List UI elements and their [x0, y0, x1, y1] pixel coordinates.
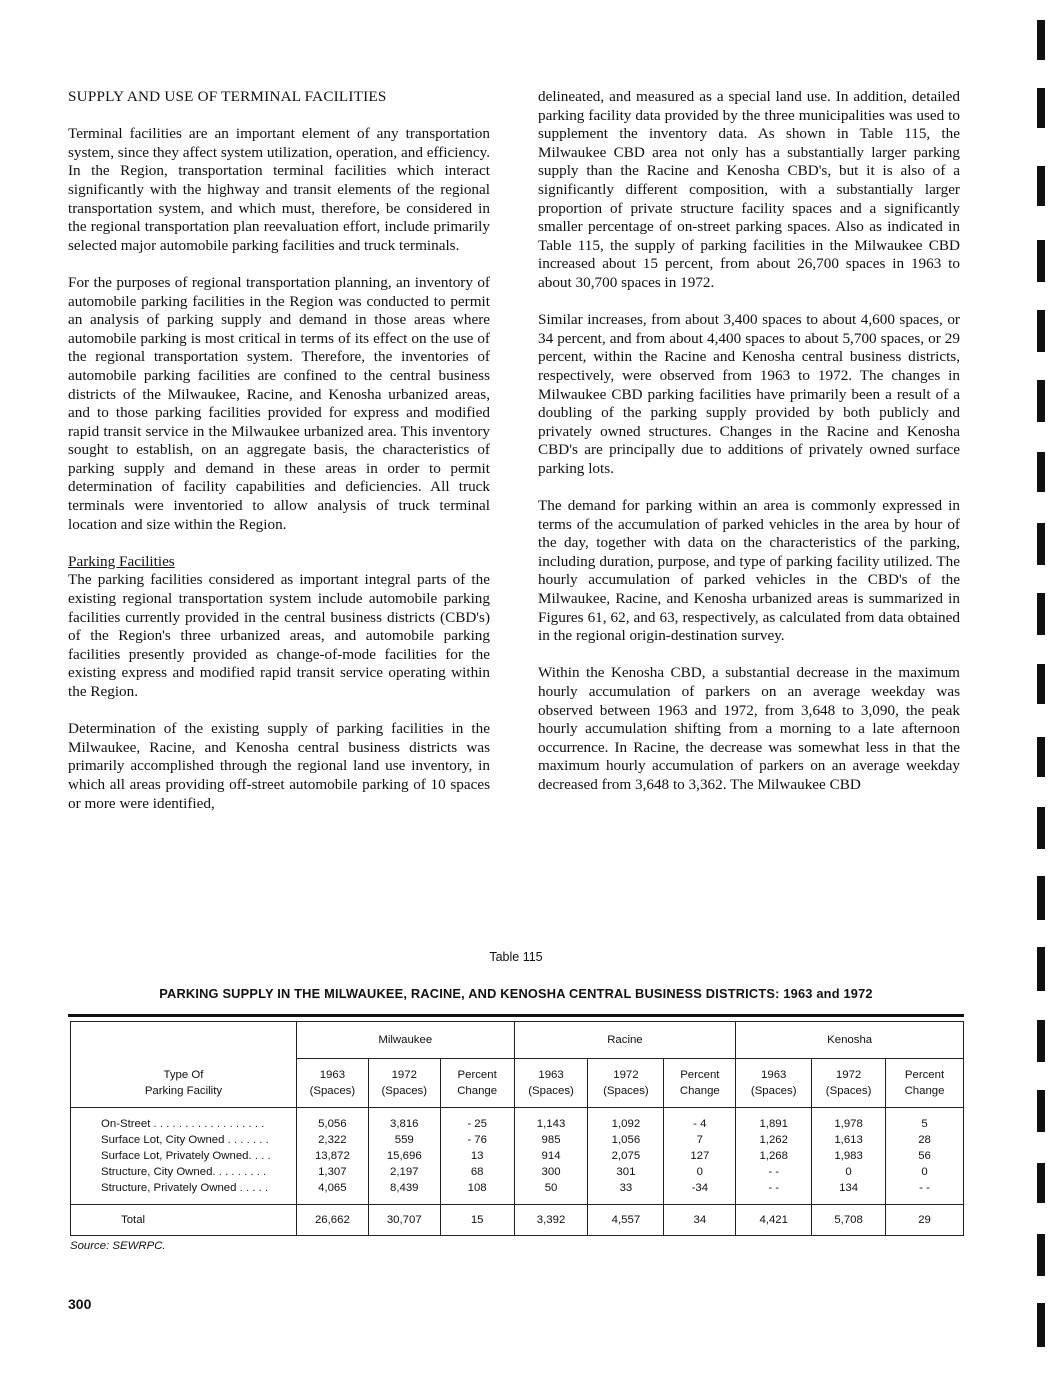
- table-cell: 559: [394, 1134, 414, 1146]
- col-header-pct: Percent: [904, 1069, 945, 1081]
- type-header: [71, 1022, 297, 1108]
- row-label: Structure, Privately Owned . . . . .: [101, 1182, 269, 1194]
- col-header-unit: (Spaces): [381, 1085, 428, 1097]
- subsection-heading: Parking Facilities: [68, 552, 175, 570]
- scan-edge-bar: [1037, 240, 1045, 282]
- table-cell: 1,262: [759, 1134, 788, 1146]
- table-cell: 985: [541, 1134, 561, 1146]
- table-cell: 5,056: [318, 1118, 347, 1130]
- col-header-year: 1972: [613, 1069, 639, 1081]
- table-body-row: [71, 1108, 964, 1205]
- table-cell: 4,065: [318, 1182, 347, 1194]
- total-row: [71, 1205, 964, 1236]
- table-cell: - 4: [693, 1118, 707, 1130]
- table-cell: 134: [839, 1182, 859, 1194]
- paragraph: Terminal facilities are an important element of any transportation system, since they affect system utilization, operation, and efficiency. In the Region, transportation terminal facilities which interact significantly with the highway and transit elements of the regional transportation system, and which must, therefore, be considered in the regional transportation plan reevaluation effort, include primarily selected major automobile parking facilities and truck terminals.: [68, 125, 490, 254]
- table-cell: 1,307: [318, 1166, 347, 1178]
- scan-edge-bar: [1037, 88, 1045, 128]
- table-cell: 0: [921, 1166, 928, 1178]
- col-header: [514, 1059, 588, 1108]
- group-header-kenosha: Kenosha: [736, 1022, 964, 1059]
- table-cell: - -: [919, 1182, 930, 1194]
- col-header-pct: Percent: [457, 1069, 497, 1081]
- right-text-column: [538, 88, 960, 813]
- scan-edge-bar: [1037, 452, 1045, 492]
- col-header-change: Change: [904, 1085, 945, 1097]
- table-cell: 15,696: [386, 1150, 422, 1162]
- table-cell: 5: [921, 1118, 928, 1130]
- kenosha-1963-column: [736, 1108, 812, 1205]
- table-top-rule: [68, 1014, 964, 1017]
- table-cell: 7: [696, 1134, 703, 1146]
- section-heading: SUPPLY AND USE OF TERMINAL FACILITIES: [68, 88, 387, 105]
- scan-edge-bar: [1037, 20, 1045, 60]
- table-cell: 30,707: [368, 1205, 440, 1236]
- table-cell: 13,872: [314, 1150, 350, 1162]
- table-cell: 5,708: [812, 1205, 886, 1236]
- col-header-change: Change: [679, 1085, 720, 1097]
- col-header-year: 1963: [319, 1069, 346, 1081]
- col-header: [812, 1059, 886, 1108]
- table-cell: - 76: [467, 1134, 487, 1146]
- scan-edge-bar: [1037, 1020, 1045, 1062]
- col-header-year: 1963: [761, 1069, 787, 1081]
- table-cell: 2,197: [390, 1166, 419, 1178]
- table-cell: 0: [845, 1166, 852, 1178]
- table-cell: 2,322: [318, 1134, 347, 1146]
- paragraph: Within the Kenosha CBD, a substantial decrease in the maximum hourly accumulation of parkers on an average weekday was observed between 1963 and 1972, from 3,648 to 3,090, the peak hourly accumulation shifting from a morning to a late afternoon occurrence. In Racine, the decrease was somewhat less in that the maximum hourly accumulation of parkers on an average weekday decreased from 3,648 to 3,362. The Milwaukee CBD: [538, 664, 960, 793]
- col-header: [296, 1059, 368, 1108]
- paragraph: For the purposes of regional transportation planning, an inventory of automobile parking facilities in the Region was conducted to permit an analysis of parking supply and demand in those areas where automobile parking is most critical in terms of its effect on the use of the regional transportation system. Therefore, the inventories of automobile parking facilities are confined to the central business districts of the Milwaukee, Racine, and Kenosha urbanized areas, and to those parking facilities provided for express and modified rapid transit service in the Milwaukee urbanized area. This inventory sought to establish, on an aggregate basis, the characteristics of parking supply and demand in these areas in order to permit determination of facility capabilities and deficiencies. All truck terminals were inventoried to allow analysis of truck terminal location and size within the Region.: [68, 273, 490, 533]
- table-cell: 56: [918, 1150, 931, 1162]
- scan-edge-bar: [1037, 523, 1045, 565]
- table-cell: 3,392: [514, 1205, 588, 1236]
- row-label: Structure, City Owned. . . . . . . . .: [101, 1166, 267, 1178]
- racine-1972-column: [588, 1108, 664, 1205]
- table-cell: -34: [691, 1182, 709, 1194]
- parking-supply-table: [70, 1021, 964, 1236]
- paragraph: delineated, and measured as a special land use. In addition, detailed parking facility data provided by the three municipalities was used to supplement the inventory data. As shown in Table 115, the Milwaukee CBD area not only has a substantially larger parking supply than the Racine and Kenosha CBD's, but it is also of a significantly different composition, with a substantially larger proportion of private structure facility spaces and a significantly smaller percentage of on-street parking spaces. Also as indicated in Table 115, the supply of parking facilities in the Milwaukee CBD increased about 15 percent, from about 26,700 spaces in 1963 to about 30,700 spaces in 1972.: [538, 88, 960, 291]
- col-header-unit: (Spaces): [309, 1085, 356, 1097]
- table-cell: 1,268: [759, 1150, 788, 1162]
- col-header-unit: (Spaces): [825, 1085, 872, 1097]
- group-header-racine: Racine: [514, 1022, 736, 1059]
- table-cell: 33: [619, 1182, 633, 1194]
- table-cell: 1,092: [611, 1118, 641, 1130]
- paragraph: The demand for parking within an area is commonly expressed in terms of the accumulation of parked vehicles in the area by hour of the day, together with data on the characteristics of the parking, including duration, purpose, and type of parking facility utilized. The hourly accumulation of parked vehicles in the CBD's of the Milwaukee, Racine, and Kenosha urbanized areas is summarized in Figures 61, 62, and 63, respectively, as calculated from data obtained in the regional origin-destination survey.: [538, 497, 960, 645]
- row-label: On-Street . . . . . . . . . . . . . . . . . .: [101, 1118, 265, 1130]
- scan-edge-bar: [1037, 947, 1045, 991]
- table-cell: 50: [544, 1182, 558, 1194]
- scan-edge-bar: [1037, 1303, 1045, 1347]
- col-header-change: Change: [457, 1085, 498, 1097]
- milwaukee-1963-column: [296, 1108, 368, 1205]
- scan-edge-bar: [1037, 664, 1045, 704]
- table-cell: 1,056: [611, 1134, 641, 1146]
- table-cell: 29: [886, 1205, 964, 1236]
- scan-edge-bar: [1037, 876, 1045, 920]
- col-header: [368, 1059, 440, 1108]
- table-cell: 1,978: [834, 1118, 863, 1130]
- group-header-milwaukee: Milwaukee: [296, 1022, 514, 1059]
- table-cell: 914: [541, 1150, 561, 1162]
- scan-edge-bar: [1037, 1090, 1045, 1132]
- col-header: [588, 1059, 664, 1108]
- table-cell: 1,891: [759, 1118, 788, 1130]
- table-cell: 26,662: [296, 1205, 368, 1236]
- table-cell: 2,075: [611, 1150, 641, 1162]
- table-cell: 13: [470, 1150, 484, 1162]
- racine-1963-column: [514, 1108, 588, 1205]
- scan-edge-bar: [1037, 1163, 1045, 1203]
- col-header: [664, 1059, 736, 1108]
- row-labels: [71, 1108, 297, 1205]
- paragraph: Similar increases, from about 3,400 spaces to about 4,600 spaces, or 34 percent, and from about 4,400 spaces to about 5,700 spaces, or 29 percent, within the Racine and Kenosha central business districts, respectively, were observed from 1963 to 1972. The changes in Milwaukee CBD parking facilities have primarily been a result of a doubling of the parking supply provided by both publicly and privately owned structures. Changes in the Racine and Kenosha CBD's are principally due to additions of privately owned surface parking lots.: [538, 311, 960, 477]
- col-header-unit: (Spaces): [750, 1085, 797, 1097]
- col-header-year: 1972: [391, 1069, 417, 1081]
- table-cell: 34: [664, 1205, 736, 1236]
- scan-edge-bar: [1037, 593, 1045, 635]
- total-label: Total: [71, 1205, 297, 1236]
- col-header-pct: Percent: [680, 1069, 720, 1081]
- kenosha-percent-column: [886, 1108, 964, 1205]
- page-number: 300: [68, 1296, 92, 1312]
- table-title: PARKING SUPPLY IN THE MILWAUKEE, RACINE, AND KENOSHA CENTRAL BUSINESS DISTRICTS: 1963 and 1972: [159, 986, 873, 1001]
- col-header: [736, 1059, 812, 1108]
- table-cell: - -: [768, 1182, 780, 1194]
- milwaukee-1972-column: [368, 1108, 440, 1205]
- table-cell: - 25: [467, 1118, 487, 1130]
- table-cell: 3,816: [390, 1118, 419, 1130]
- table-cell: 8,439: [390, 1182, 419, 1194]
- table-cell: 301: [616, 1166, 636, 1178]
- table-cell: 108: [467, 1182, 487, 1194]
- paragraph: The parking facilities considered as important integral parts of the existing regional transportation system include automobile parking facilities currently provided in the central business districts (CBD's) of the Region's three urbanized areas, and automobile parking facilities presently provided as change-of-mode facilities for the existing express and modified rapid transit service operating within the Region.: [68, 571, 490, 700]
- milwaukee-percent-column: [440, 1108, 514, 1205]
- table-cell: 300: [541, 1166, 561, 1178]
- table-cell: 1,983: [834, 1150, 863, 1162]
- scan-edge-bar: [1037, 310, 1045, 352]
- col-header-unit: (Spaces): [528, 1085, 574, 1097]
- table-cell: 0: [696, 1166, 703, 1178]
- table-cell: 1,613: [834, 1134, 863, 1146]
- table-cell: 127: [690, 1150, 710, 1162]
- table-cell: - -: [768, 1166, 780, 1178]
- table-source: Source: SEWRPC.: [70, 1240, 166, 1252]
- table-cell: 1,143: [536, 1118, 566, 1130]
- table-cell: 4,557: [588, 1205, 664, 1236]
- col-header: [886, 1059, 964, 1108]
- table-cell: 28: [918, 1134, 931, 1146]
- row-label: Surface Lot, City Owned . . . . . . .: [101, 1134, 269, 1146]
- kenosha-1972-column: [812, 1108, 886, 1205]
- scan-edge-bar: [1037, 737, 1045, 777]
- table-cell: 15: [440, 1205, 514, 1236]
- col-header: [440, 1059, 514, 1108]
- scan-edge-bar: [1037, 1234, 1045, 1276]
- scan-edge-bar: [1037, 807, 1045, 849]
- col-header-unit: (Spaces): [603, 1085, 649, 1097]
- table-cell: 4,421: [736, 1205, 812, 1236]
- table-cell: 68: [470, 1166, 484, 1178]
- row-label: Surface Lot, Privately Owned. . . .: [101, 1150, 271, 1162]
- col-header-year: 1963: [538, 1069, 564, 1081]
- type-header-line2: Parking Facility: [144, 1084, 223, 1097]
- col-header-year: 1972: [835, 1069, 862, 1081]
- table-number: Table 115: [489, 950, 543, 964]
- left-text-column: [68, 88, 490, 832]
- racine-percent-column: [664, 1108, 736, 1205]
- scan-edge-bar: [1037, 166, 1045, 206]
- type-header-line1: Type Of: [163, 1068, 204, 1081]
- paragraph: Determination of the existing supply of parking facilities in the Milwaukee, Racine, and Kenosha central business districts was primarily accomplished through the regional land use inventory, in which all areas providing off-street automobile parking of 10 spaces or more were identified,: [68, 720, 490, 812]
- scan-edge-bar: [1037, 380, 1045, 422]
